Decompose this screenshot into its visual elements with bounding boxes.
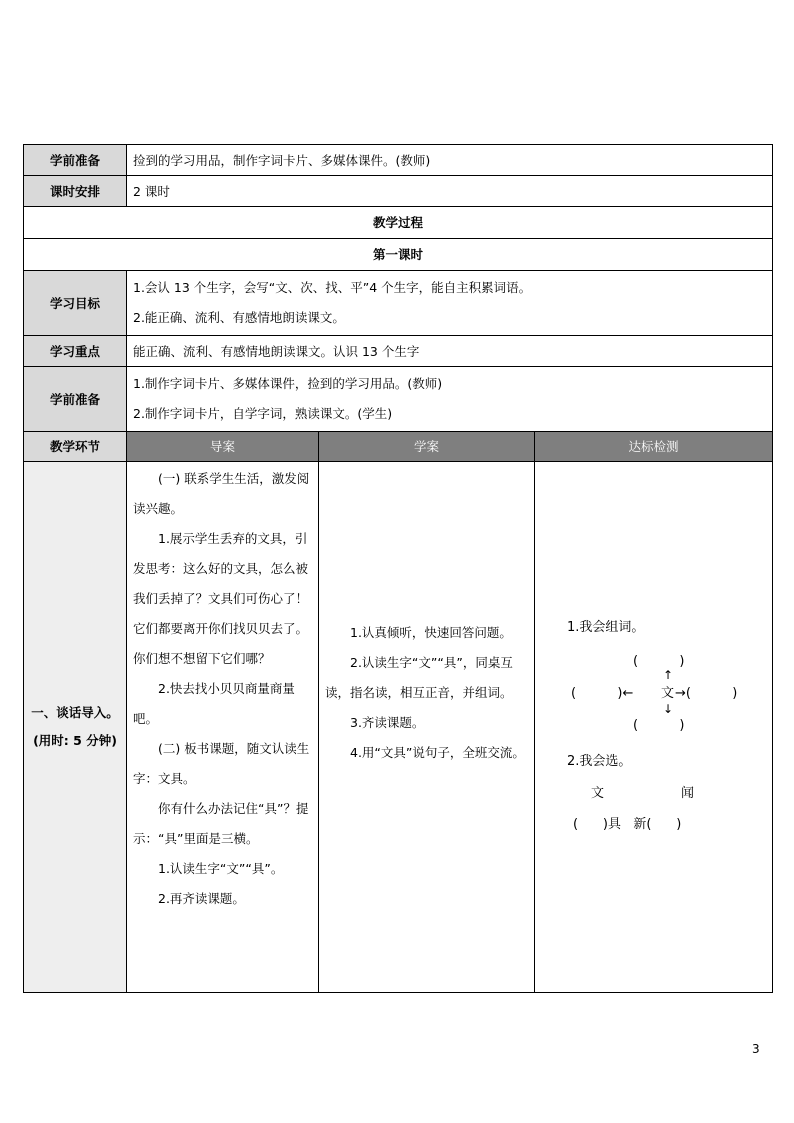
- focus-text: 能正确、流利、有感情地朗读课文。认识 13 个生字: [127, 336, 773, 367]
- center-char: 文: [661, 686, 675, 701]
- header-check: 达标检测: [535, 432, 773, 462]
- daoan-para: 2.快去找小贝贝商量商量吧。: [133, 681, 295, 726]
- header-daoan: 导案: [127, 432, 319, 462]
- daoan-para: 2.再齐读课题。: [158, 891, 245, 906]
- prep-text: [127, 367, 773, 432]
- blank-right: →( ): [675, 686, 738, 701]
- exercise-q2: 2.我会选。: [567, 754, 632, 769]
- lesson-heading: 第一课时: [24, 239, 773, 271]
- check-cell: [535, 462, 773, 993]
- goal-line: 1.会认 13 个生字，会写“文、次、找、平”4 个生字，能自主积累词语。: [133, 280, 532, 295]
- page-number: 3: [752, 1042, 760, 1056]
- prep-label: 学前准备: [24, 367, 127, 432]
- blank-left: ( )←: [571, 686, 634, 701]
- daoan-para: (二) 板书课题，随文认读生字：文具。: [133, 741, 310, 786]
- exercise-q1: 1.我会组词。: [567, 620, 645, 635]
- xuean-cell: [319, 462, 535, 993]
- daoan-para: 1.展示学生丢弃的文具，引发思考：这么好的文具，怎么被我们丢掉了？文具们可伤心了！它们都要离开你们找贝贝去了。你们想不想留下它们哪？: [133, 531, 309, 666]
- header-segment: 教学环节: [24, 432, 127, 462]
- section-title: 一、谈话导入。: [31, 705, 119, 720]
- prep-line: 1.制作字词卡片、多媒体课件，捡到的学习用品。(教师): [133, 376, 443, 391]
- daoan-para: 1.认读生字“文”“具”。: [158, 861, 284, 876]
- xuean-para: 2.认读生字“文”“具”，同桌互读，指名读，相互正音，并组词。: [325, 655, 513, 700]
- option-wen: 文: [591, 786, 605, 801]
- prep-line: 2.制作字词卡片，自学字词，熟读课文。(学生): [133, 406, 393, 421]
- lesson-plan-table: [23, 144, 773, 993]
- prep-text-top: 捡到的学习用品，制作字词卡片、多媒体课件。(教师): [127, 145, 773, 176]
- schedule-label: 课时安排: [24, 176, 127, 207]
- arrow-up-icon: ↑: [663, 668, 674, 682]
- arrow-down-icon: ↓: [663, 702, 674, 716]
- xuean-para: 1.认真倾听，快速回答问题。: [350, 625, 512, 640]
- daoan-para: (一) 联系学生生活，激发阅读兴趣。: [133, 471, 310, 516]
- goals-text: [127, 271, 773, 336]
- blank-top: ( ): [633, 654, 685, 669]
- section-time: (用时: 5 分钟): [33, 733, 117, 748]
- focus-label: 学习重点: [24, 336, 127, 367]
- blank-bottom: ( ): [633, 718, 685, 733]
- exercise-area: [535, 462, 772, 992]
- xuean-para: 4.用“文具”说句子，全班交流。: [350, 745, 525, 760]
- schedule-text: 2 课时: [127, 176, 773, 207]
- goals-label: 学习目标: [24, 271, 127, 336]
- prep-label-top: 学前准备: [24, 145, 127, 176]
- xuean-para: 3.齐读课题。: [350, 715, 425, 730]
- header-xuean: 学案: [319, 432, 535, 462]
- daoan-cell: [127, 462, 319, 993]
- section-cell: [24, 462, 127, 993]
- goal-line: 2.能正确、流利、有感情地朗读课文。: [133, 310, 345, 325]
- daoan-para: 你有什么办法记住“具”？提示：“具”里面是三横。: [133, 801, 309, 846]
- process-heading: 教学过程: [24, 207, 773, 239]
- fill-blanks: ( )具 新( ): [573, 817, 682, 832]
- option-wen2: 闻: [681, 786, 695, 801]
